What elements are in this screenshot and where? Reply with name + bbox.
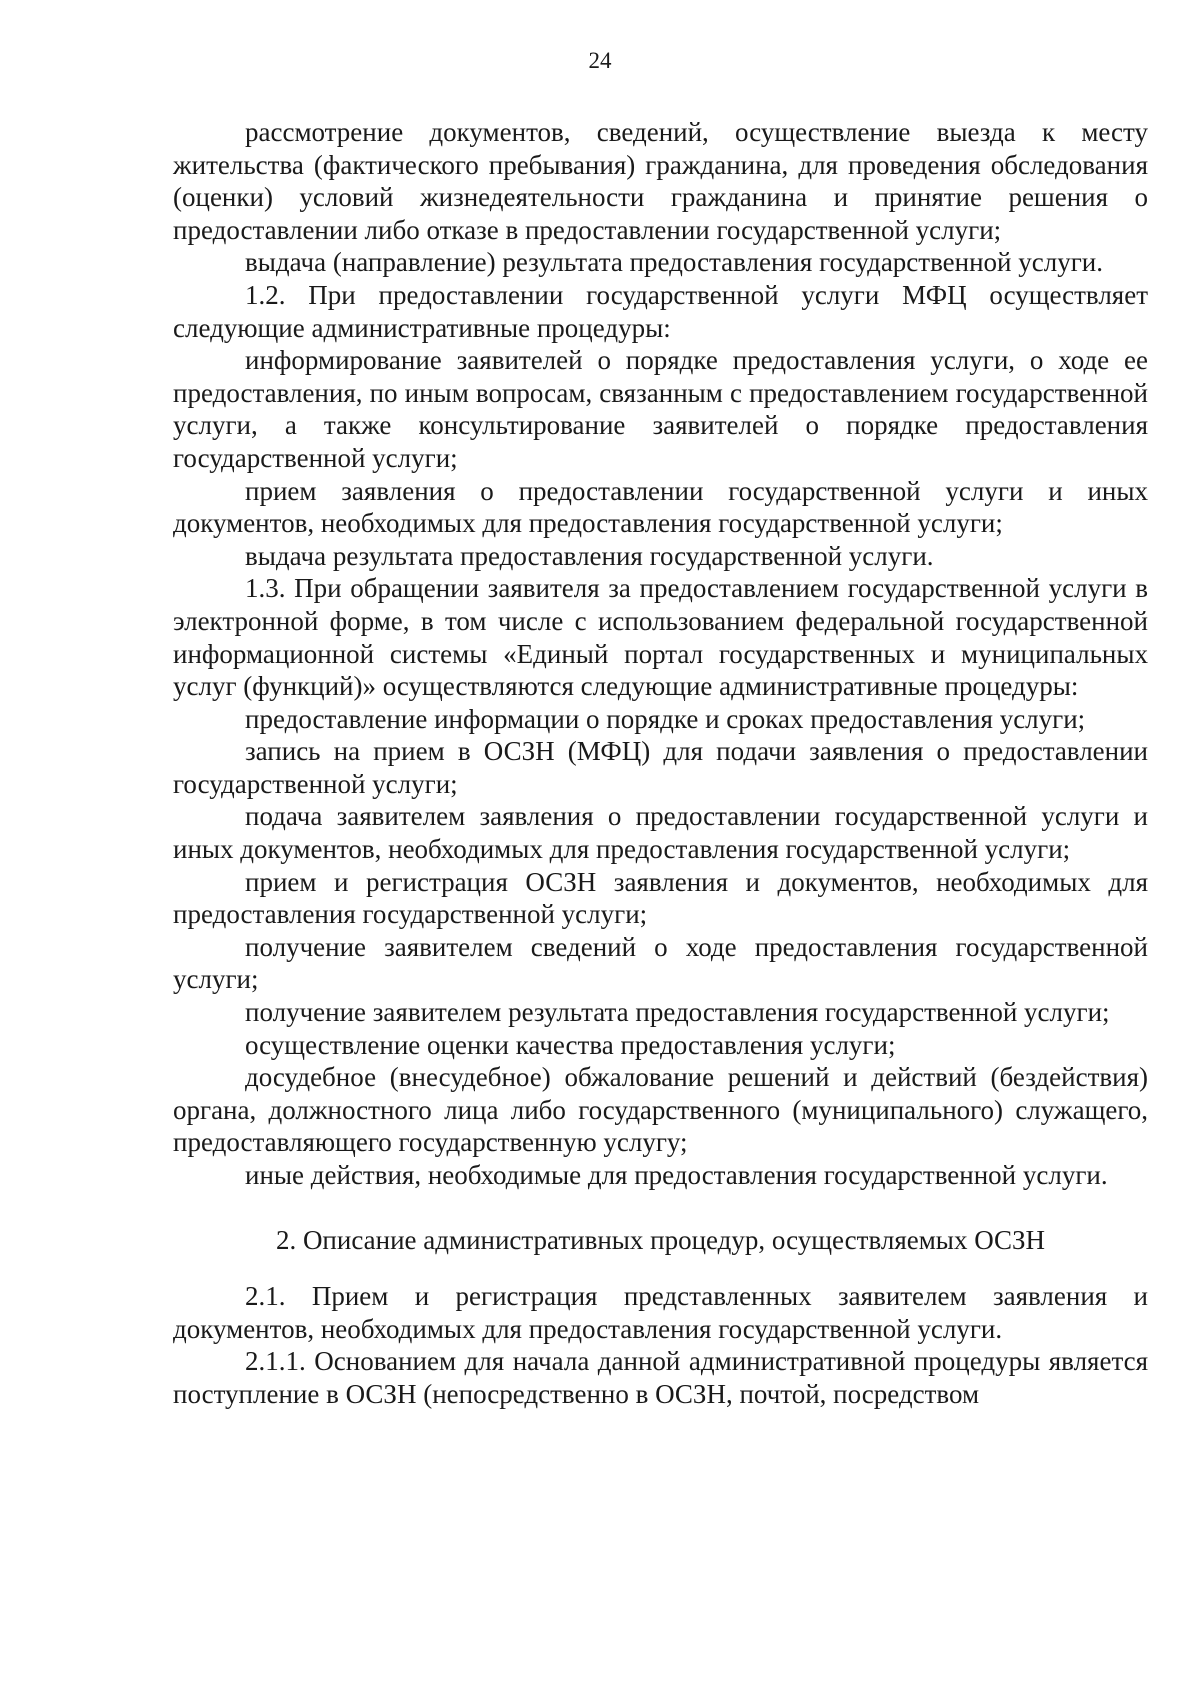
paragraph: иные действия, необходимые для предоставления государственной услуги. [245,1160,1108,1190]
paragraph: 1.2. При предоставлении государственной услуги МФЦ осуществляет следующие административные процедуры: [173,279,1148,343]
paragraph: запись на прием в ОСЗН (МФЦ) для подачи заявления о предоставлении государственной услуги; [173,736,1148,799]
paragraph: подача заявителем заявления о предоставлении государственной услуги и иных документов, необходимых для предоставления государственной услуги; [173,801,1148,865]
paragraph: досудебное (внесудебное) обжалование решений и действий (бездействия) органа, должностного лица либо государственного (муниципального) служащего, предоставляющего государственную услугу; [173,1062,1148,1158]
paragraph: осуществление оценки качества предоставления услуги; [245,1029,896,1060]
paragraph: получение заявителем результата предоставления государственной услуги; [245,997,1110,1028]
paragraph: предоставление информации о порядке и сроках предоставления услуги; [245,703,1086,734]
paragraph: выдача (направление) результата предоставления государственной услуги. [245,247,1103,278]
section-heading: 2. Описание административных процедур, осуществляемых ОСЗН [275,1224,1046,1255]
paragraph: 2.1. Прием и регистрация представленных заявителем заявления и документов, необходимых для предоставления государственной услуги. [173,1281,1148,1344]
page-number: 24 [588,48,612,73]
paragraph: информирование заявителей о порядке предоставления услуги, о ходе ее предоставления, по иным вопросам, связанным с предоставлением государственной услуги, а также консультирование заявителей о порядке предоставления государственной услуги; [173,345,1148,473]
paragraph: выдача результата предоставления государственной услуги. [245,540,934,571]
paragraph: получение заявителем сведений о ходе предоставления государственной услуги; [173,931,1148,995]
paragraph: 2.1.1. Основанием для начала данной административной процедуры является поступление в ОСЗН (непосредственно в ОСЗН, почтой, посредством [173,1346,1148,1409]
paragraph: прием и регистрация ОСЗН заявления и документов, необходимых для предоставления государственной услуги; [173,866,1148,930]
paragraph: 1.3. При обращении заявителя за предоставлением государственной услуги в электронной форме, в том числе с использованием федеральной государственной информационной системы «Единый портал государственных и муниципальных услуг (функций)» осуществляются следующие административные процедуры: [173,573,1148,702]
paragraph: прием заявления о предоставлении государственной услуги и иных документов, необходимых для предоставления государственной услуги; [173,475,1148,539]
paragraph: рассмотрение документов, сведений, осуществление выезда к месту жительства (фактического пребывания) гражданина, для проведения обследования (оценки) условий жизнедеятельности гражданина и принятие решения о предоставлении либо отказе в предоставлении государственной услуги; [173,117,1148,245]
document-body [173,116,1148,1411]
